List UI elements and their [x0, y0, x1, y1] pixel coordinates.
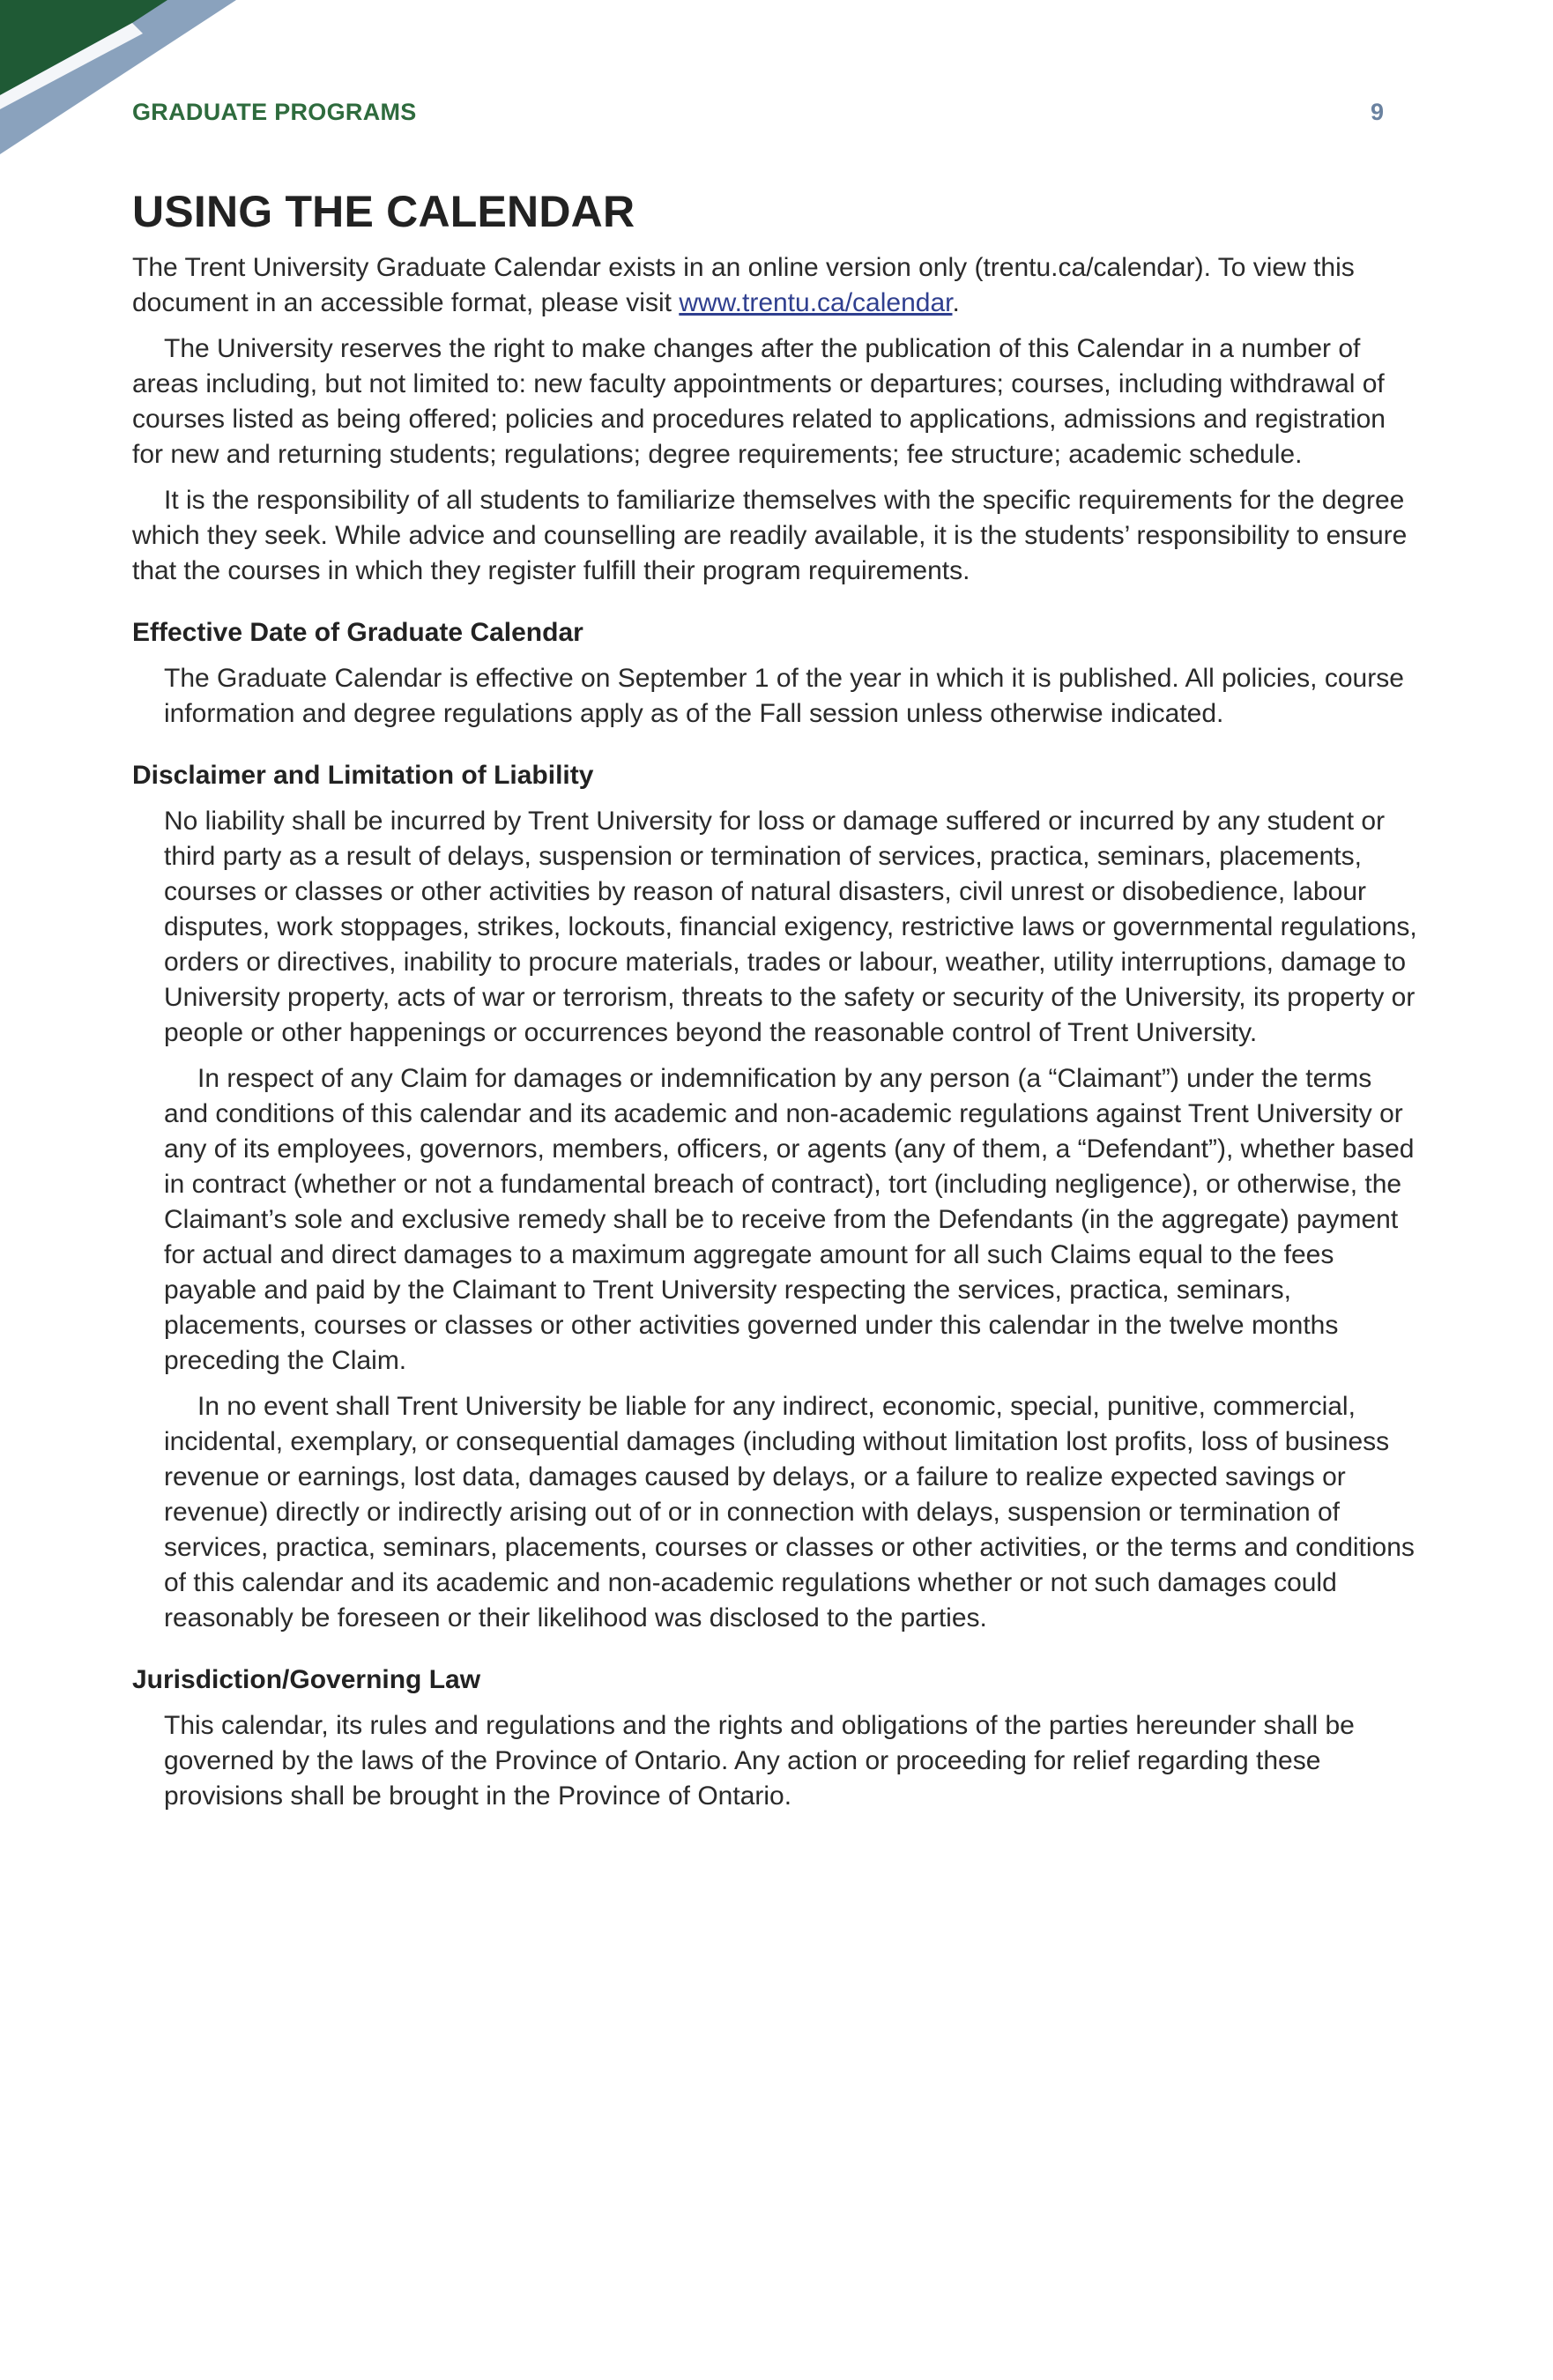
intro-paragraph-1 — [132, 250, 1419, 321]
corner-decoration — [0, 0, 264, 159]
intro-paragraph-1-text: The Trent University Graduate Calendar exists in an online version only (trentu.ca/calendar). To view this document in an accessible format, please visit — [132, 252, 1355, 317]
intro-paragraph-3: It is the responsibility of all students to familiarize themselves with the specific requirements for the degree which they seek. While advice and counselling are readily available, it is the students’ responsibility to ensure that the courses in which they register fulfill their program requirements. — [132, 485, 1408, 585]
page-title: USING THE CALENDAR — [132, 187, 635, 236]
intro-paragraph-2: The University reserves the right to make changes after the publication of this Calendar in a number of areas including, but not limited to: new faculty appointments or departures; courses, including withdrawal of courses listed as being offered; policies and procedures related to applications, admissions and registration for new and returning students; regulations; degree requirements; fee structure; academic schedule. — [132, 333, 1386, 469]
effective-date-body — [132, 661, 1419, 732]
jurisdiction-body — [132, 1708, 1419, 1814]
main-content — [132, 187, 1419, 1814]
disclaimer-paragraph-2: In respect of any Claim for damages or indemnification by any person (a “Claimant”) under the terms and conditions of this calendar and its academic and non-academic regulations against Trent University or any of its employees, governors, members, officers, or agents (any of them, a “Defendant”), whether based in contract (whether or not a fundamental breach of contract), tort (including negligence), or otherwise, the Claimant’s sole and exclusive remedy shall be to receive from the Defendants (in the aggregate) payment for actual and direct damages to a maximum aggregate amount for all such Claims equal to the fees payable and paid by the Claimant to Trent University respecting the services, practica, seminars, placements, courses or classes or other activities governed under this calendar in the twelve months preceding the Claim. — [164, 1063, 1415, 1375]
jurisdiction-heading: Jurisdiction/Governing Law — [132, 1664, 481, 1694]
disclaimer-body — [132, 804, 1419, 1636]
jurisdiction-paragraph: This calendar, its rules and regulations and the rights and obligations of the parties hereunder shall be governed by the laws of the Province of Ontario. Any action or proceeding for relief regarding these provisions shall be brought in the Province of Ontario. — [164, 1710, 1355, 1811]
section-label: GRADUATE PROGRAMS — [132, 99, 417, 125]
jurisdiction-section — [132, 1662, 1419, 1814]
intro-paragraph-1-end: . — [952, 287, 960, 317]
effective-date-section — [132, 615, 1419, 732]
disclaimer-paragraph-1: No liability shall be incurred by Trent University for loss or damage suffered or incurred by any student or third party as a result of delays, suspension or termination of services, practica, seminars, placements, courses or classes or other activities by reason of natural disasters, civil unrest or disobedience, labour disputes, work stoppages, strikes, lockouts, financial exigency, restrictive laws or governmental regulations, orders or directives, inability to procure materials, trades or labour, weather, utility interruptions, damage to University property, acts of war or terrorism, threats to the safety or security of the University, its property or people or other happenings or occurrences beyond the reasonable control of Trent University. — [164, 806, 1417, 1047]
effective-date-paragraph: The Graduate Calendar is effective on September 1 of the year in which it is published. All policies, course information and degree regulations apply as of the Fall session unless otherwise indicated. — [164, 663, 1404, 728]
disclaimer-heading: Disclaimer and Limitation of Liability — [132, 760, 594, 790]
calendar-link[interactable]: www.trentu.ca/calendar — [679, 287, 953, 317]
effective-date-heading: Effective Date of Graduate Calendar — [132, 617, 583, 647]
disclaimer-section — [132, 758, 1419, 1636]
page-number: 9 — [1370, 99, 1384, 125]
disclaimer-paragraph-3: In no event shall Trent University be liable for any indirect, economic, special, punitive, commercial, incidental, exemplary, or consequential damages (including without limitation lost profits, loss of business revenue or earnings, lost data, damages caused by delays, or a failure to realize expected savings or revenue) directly or indirectly arising out of or in connection with delays, suspension or termination of services, practica, seminars, placements, courses or classes or other activities, or the terms and conditions of this calendar and its academic and non-academic regulations whether or not such damages could reasonably be foreseen or their likelihood was disclosed to the parties. — [164, 1391, 1415, 1633]
running-header — [132, 99, 1384, 134]
